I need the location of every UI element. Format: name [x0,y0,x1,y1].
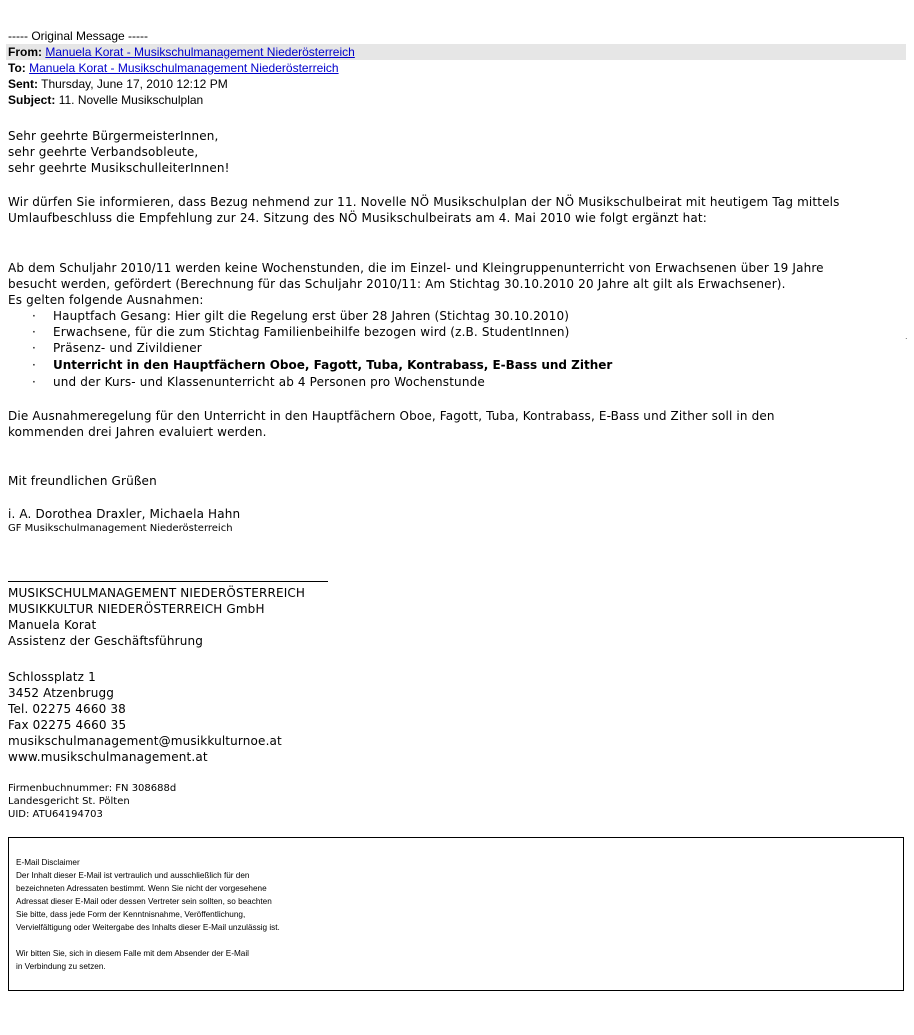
subject-row [8,92,203,108]
disclaimer-line: in Verbindung zu setzen. [16,962,106,971]
sent-row [8,76,228,92]
bullet-dot: · [32,341,36,355]
signature-divider [8,581,328,582]
vat-id: UID: ATU64194703 [8,809,103,820]
website: www.musikschulmanagement.at [8,750,208,764]
disclaimer-line: Der Inhalt dieser E-Mail ist vertraulich und ausschließlich für den [16,871,250,880]
rule-line: Ab dem Schuljahr 2010/11 werden keine Wochenstunden, die im Einzel- und Kleingruppenunterricht von Erwachsenen über 19 Jahre [8,261,824,275]
signers: i. A. Dorothea Draxler, Michaela Hahn [8,507,241,521]
disclaimer-line: Wir bitten Sie, sich in diesem Falle mit dem Absender der E-Mail [16,949,249,958]
disclaimer-title: E-Mail Disclaimer [16,858,80,867]
closing-greeting: Mit freundlichen Grüßen [8,474,157,488]
from-label: From: [8,45,42,59]
disclaimer-line: Sie bitte, dass jede Form der Kenntnisnahme, Veröffentlichung, [16,910,246,919]
exception-item-bold: Unterricht in den Hauptfächern Oboe, Fagott, Tuba, Kontrabass, E-Bass und Zither [53,358,613,372]
rule-line: Es gelten folgende Ausnahmen: [8,293,204,307]
original-message-label: ----- Original Message ----- [8,29,149,43]
signature-position: Assistenz der Geschäftsführung [8,634,204,648]
court: Landesgericht St. Pölten [8,796,130,807]
bullet-dot: · [32,325,36,339]
intro-line: Wir dürfen Sie informieren, dass Bezug nehmend zur 11. Novelle NÖ Musikschulplan der NÖ Musikschulbeirat mit heutigem Tag mittels [8,195,840,209]
to-link[interactable]: Manuela Korat - Musikschulmanagement Niederösterreich [29,61,339,75]
disclaimer-box [8,837,904,991]
greeting-line: sehr geehrte Verbandsobleute, [8,145,199,159]
rule-line: besucht werden, gefördert (Berechnung für das Schuljahr 2010/11: Am Stichtag 30.10.2010 20 Jahre alt gilt als Erwachsener). [8,277,786,291]
from-link[interactable]: Manuela Korat - Musikschulmanagement Niederösterreich [45,45,355,59]
signature-org: MUSIKSCHULMANAGEMENT NIEDERÖSTERREICH [8,586,306,600]
signers-role: GF Musikschulmanagement Niederösterreich [8,523,233,534]
exception-item: Hauptfach Gesang: Hier gilt die Regelung erst über 28 Jahren (Stichtag 30.10.2010) [53,309,570,323]
sent-label: Sent: [8,77,38,91]
address-street: Schlossplatz 1 [8,670,96,684]
greeting-line: Sehr geehrte BürgermeisterInnen, [8,129,219,143]
greeting-line: sehr geehrte MusikschulleiterInnen! [8,161,230,175]
exception-item: Präsenz- und Zivildiener [53,341,202,355]
sent-value: Thursday, June 17, 2010 12:12 PM [41,77,228,91]
company-register-number: Firmenbuchnummer: FN 308688d [8,783,177,794]
signature-name: Manuela Korat [8,618,97,632]
to-row [8,60,339,76]
signature-org: MUSIKKULTUR NIEDERÖSTERREICH GmbH [8,602,265,616]
bullet-dot: · [32,358,36,372]
telephone: Tel. 02275 4660 38 [8,702,126,716]
subject-value: 11. Novelle Musikschulplan [58,93,204,107]
bullet-dot: · [32,375,36,389]
disclaimer-line: bezeichneten Adressaten bestimmt. Wenn Sie nicht der vorgesehene [16,884,267,893]
address-city: 3452 Atzenbrugg [8,686,114,700]
evaluation-line: kommenden drei Jahren evaluiert werden. [8,425,267,439]
exception-item: Erwachsene, für die zum Stichtag Familienbeihilfe bezogen wird (z.B. StudentInnen) [53,325,570,339]
from-row [8,44,355,60]
intro-line: Umlaufbeschluss die Empfehlung zur 24. Sitzung des NÖ Musikschulbeirats am 4. Mai 2010 wie folgt ergänzt hat: [8,211,707,225]
disclaimer-line: Adressat dieser E-Mail oder dessen Vertreter sein sollten, so beachten [16,897,272,906]
exception-item: und der Kurs- und Klassenunterricht ab 4 Personen pro Wochenstunde [53,375,485,389]
fax: Fax 02275 4660 35 [8,718,127,732]
subject-label: Subject: [8,93,56,107]
disclaimer-line: Vervielfältigung oder Weitergabe des Inhalts dieser E-Mail unzulässig ist. [16,923,280,932]
bullet-dot: · [32,309,36,323]
margin-mark: . [905,332,908,341]
email-address: musikschulmanagement@musikkulturnoe.at [8,734,282,748]
to-label: To: [8,61,26,75]
evaluation-line: Die Ausnahmeregelung für den Unterricht in den Hauptfächern Oboe, Fagott, Tuba, Kontrabass, E-Bass und Zither soll in den [8,409,775,423]
